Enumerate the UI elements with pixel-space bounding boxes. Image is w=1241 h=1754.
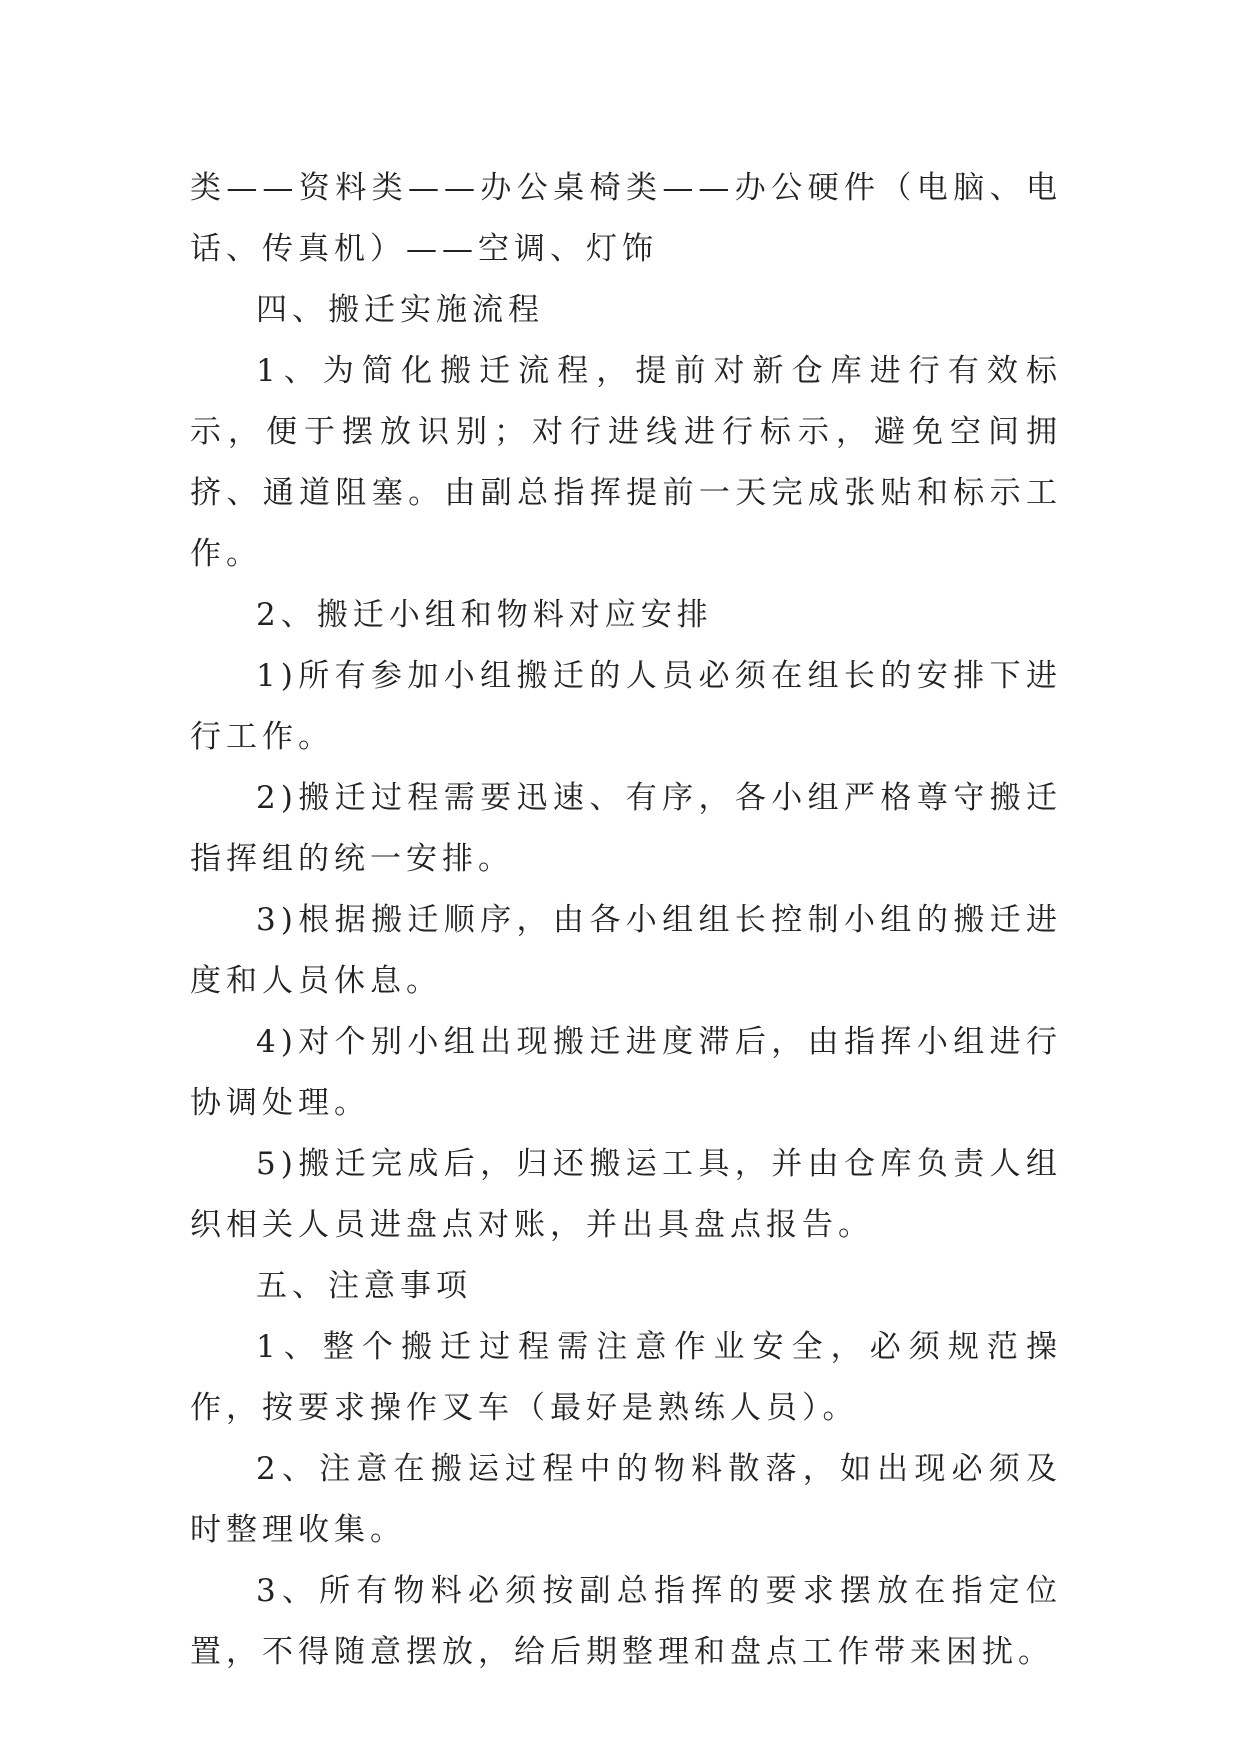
document-body xyxy=(190,158,1062,1683)
paragraph-substep-1: 1)所有参加小组搬迁的人员必须在组长的安排下进行工作。 xyxy=(190,658,1062,755)
section-heading-precautions: 五、注意事项 xyxy=(256,1268,472,1304)
section-heading-relocation-process: 四、搬迁实施流程 xyxy=(256,292,544,328)
paragraph-substep-2: 2)搬迁过程需要迅速、有序，各小组严格尊守搬迁指挥组的统一安排。 xyxy=(190,780,1062,877)
paragraph-precaution-2: 2、注意在搬运过程中的物料散落，如出现必须及时整理收集。 xyxy=(190,1451,1062,1548)
paragraph-process-step-1: 1、为简化搬迁流程，提前对新仓库进行有效标示，便于摆放识别；对行进线进行标示，避免空间拥挤、通道阻塞。由副总指挥提前一天完成张贴和标示工作。 xyxy=(190,353,1062,572)
paragraph-substep-3: 3)根据搬迁顺序，由各小组组长控制小组的搬迁进度和人员休息。 xyxy=(190,902,1062,999)
paragraph-substep-4: 4)对个别小组出现搬迁进度滞后，由指挥小组进行协调处理。 xyxy=(190,1024,1062,1121)
paragraph-process-step-2: 2、搬迁小组和物料对应安排 xyxy=(256,597,713,633)
paragraph-precaution-3: 3、所有物料必须按副总指挥的要求摆放在指定位置，不得随意摆放，给后期整理和盘点工作带来困扰。 xyxy=(190,1573,1062,1670)
paragraph-item-categories-continued: 类——资料类——办公桌椅类——办公硬件（电脑、电话、传真机）——空调、灯饰 xyxy=(190,170,1062,267)
paragraph-substep-5: 5)搬迁完成后，归还搬运工具，并由仓库负责人组织相关人员进盘点对账，并出具盘点报告。 xyxy=(190,1146,1062,1243)
paragraph-precaution-1: 1、整个搬迁过程需注意作业安全，必须规范操作，按要求操作叉车（最好是熟练人员）。 xyxy=(190,1329,1062,1426)
